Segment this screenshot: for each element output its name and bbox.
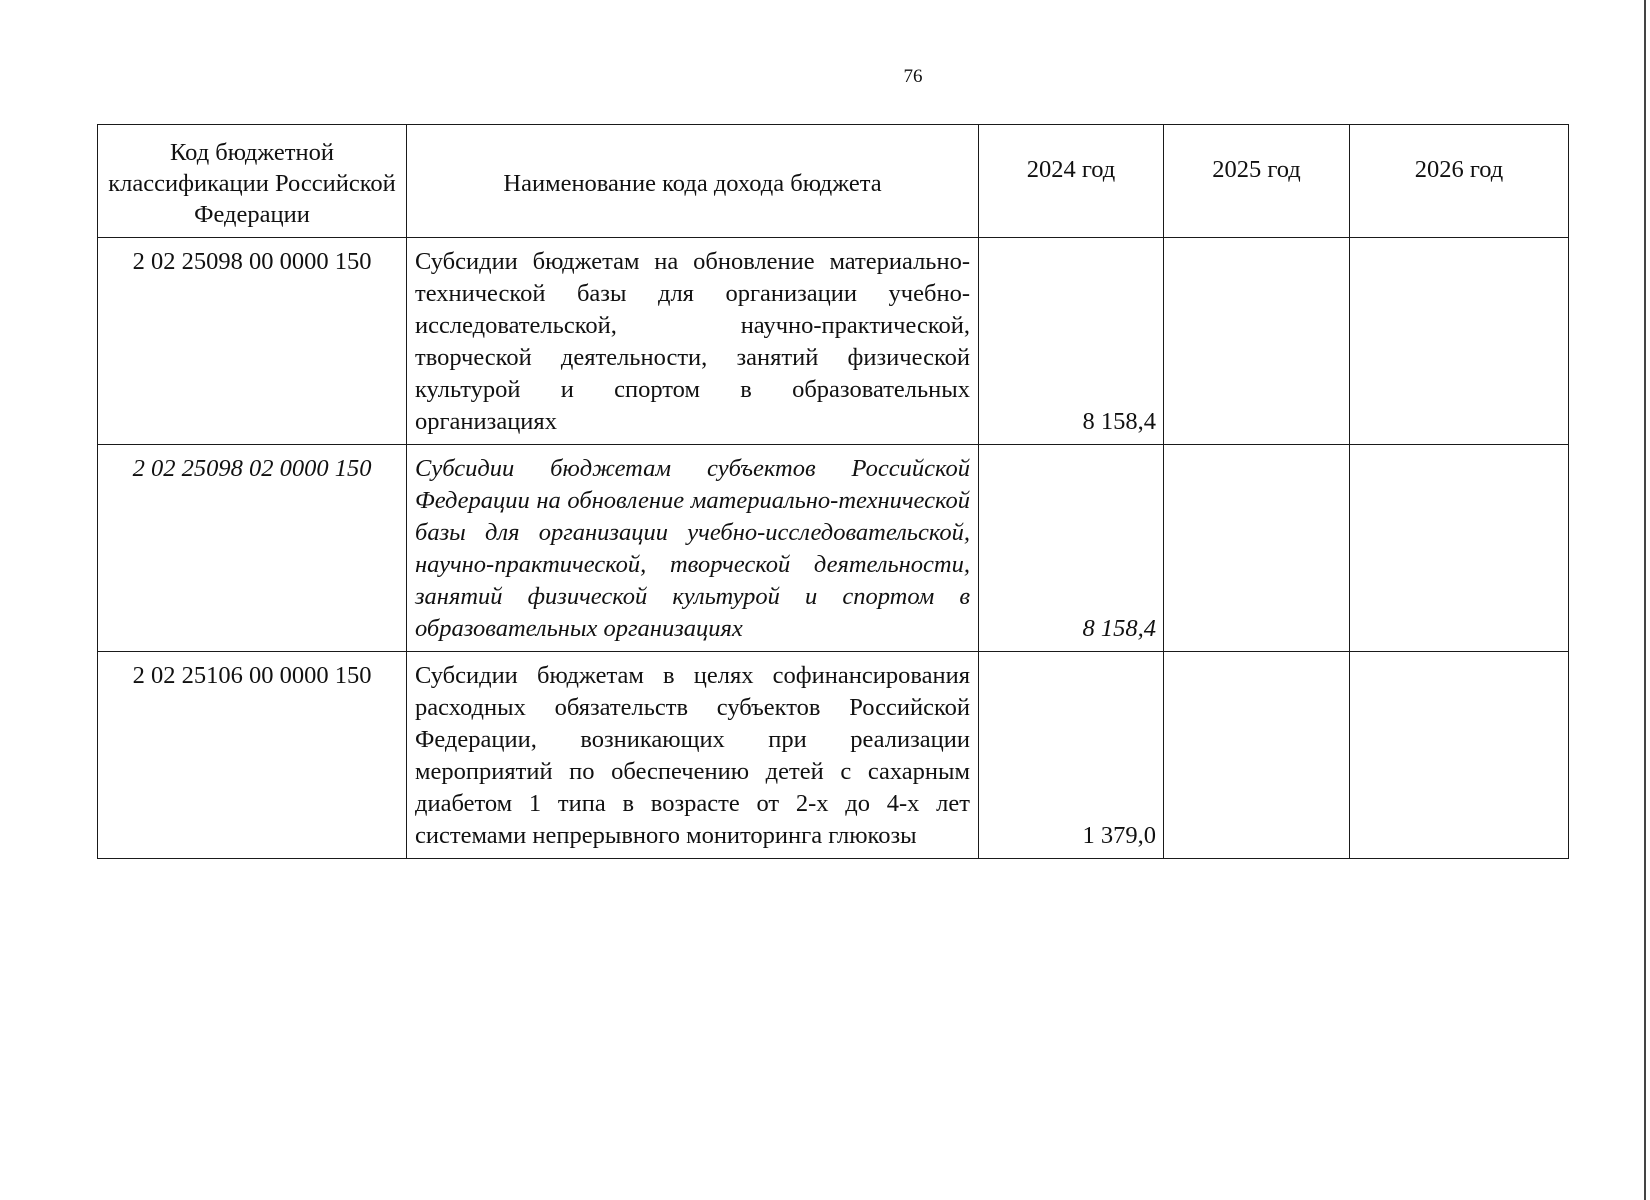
row-code: 2 02 25106 00 0000 150: [98, 652, 407, 859]
header-2025: 2025 год: [1164, 125, 1350, 238]
header-name: Наименование кода дохода бюджета: [407, 125, 979, 238]
row-name: Субсидии бюджетам субъектов Российской Федерации на обновление материально-технической базы для организации учебно-исследовательской, научно-практической, творческой деятельности, занятий физической культурой и спортом в образовательных организациях: [407, 445, 979, 652]
table-row: [98, 445, 1569, 652]
row-name: Субсидии бюджетам на обновление материально-технической базы для организации учебно-исследовательской, научно-практической, творческой деятельности, занятий физической культурой и спортом в образовательных организациях: [407, 238, 979, 445]
header-2026: 2026 год: [1350, 125, 1569, 238]
budget-revenue-table: [97, 124, 1569, 859]
row-value-2026: [1350, 652, 1569, 859]
header-code: Код бюджетной классификации Российской Федерации: [98, 125, 407, 238]
row-name: Субсидии бюджетам в целях софинансирования расходных обязательств субъектов Российской Федерации, возникающих при реализации мероприятий по обеспечению детей с сахарным диабетом 1 типа в возрасте от 2-х до 4-х лет системами непрерывного мониторинга глюкозы: [407, 652, 979, 859]
row-value-2025: [1164, 652, 1350, 859]
row-value-2026: [1350, 238, 1569, 445]
table-header-row: [98, 125, 1569, 238]
table-row: [98, 652, 1569, 859]
table-row: [98, 238, 1569, 445]
row-code: 2 02 25098 00 0000 150: [98, 238, 407, 445]
row-value-2025: [1164, 238, 1350, 445]
scan-edge-line: [1644, 0, 1646, 1200]
row-value-2024: 1 379,0: [979, 652, 1164, 859]
row-value-2025: [1164, 445, 1350, 652]
row-value-2026: [1350, 445, 1569, 652]
row-value-2024: 8 158,4: [979, 238, 1164, 445]
header-2024: 2024 год: [979, 125, 1164, 238]
row-code: 2 02 25098 02 0000 150: [98, 445, 407, 652]
row-value-2024: 8 158,4: [979, 445, 1164, 652]
page-number: 76: [903, 66, 923, 87]
